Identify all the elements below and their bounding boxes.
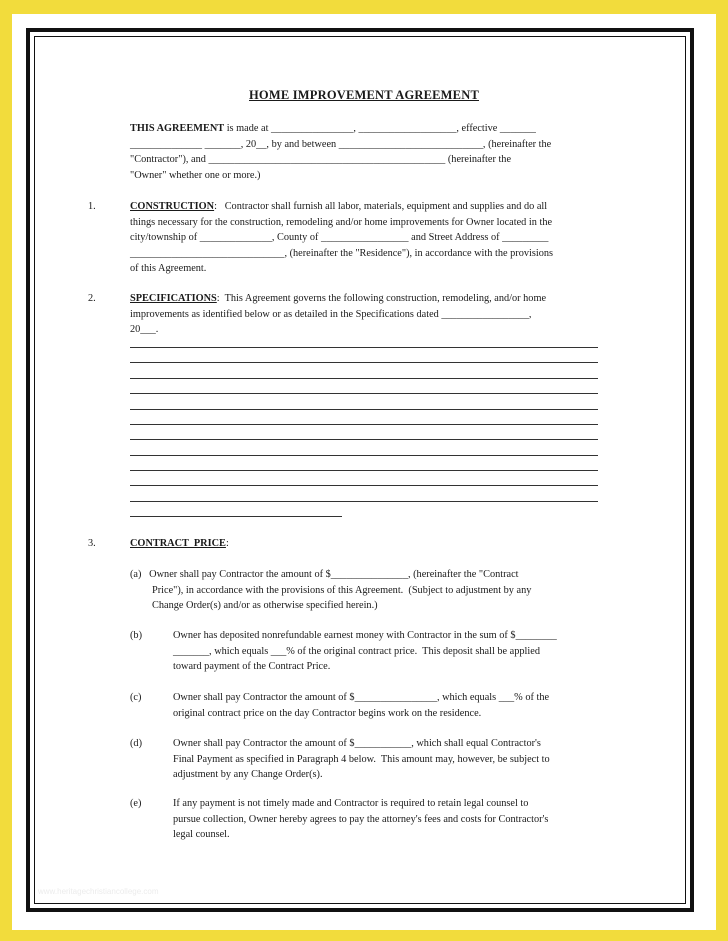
section-2-number: 2. [88, 293, 96, 304]
s3b-line-1: Owner has deposited nonrefundable earnest money with Contractor in the sum of $________ [173, 630, 557, 641]
s3d-line-3: adjustment by any Change Order(s). [173, 769, 323, 780]
s1-line-5: of this Agreement. [130, 263, 207, 274]
spec-blank-line[interactable] [130, 485, 598, 486]
s3e-label: (e) [130, 798, 142, 809]
s3d-line-1: Owner shall pay Contractor the amount of $___________, which shall equal Contractor's [173, 738, 541, 749]
spec-blank-line[interactable] [130, 409, 598, 410]
s2-line-3: 20___. [130, 324, 159, 335]
spec-blank-line[interactable] [130, 393, 598, 394]
s2-line-2: improvements as identified below or as detailed in the Specifications dated _________________, [130, 308, 532, 320]
s3a-label: (a) [130, 569, 142, 580]
s3a-line-3: Change Order(s) and/or as otherwise specified herein.) [152, 600, 378, 611]
s1-heading: CONSTRUCTION [130, 201, 215, 212]
s3e-line-1: If any payment is not timely made and Contractor is required to retain legal counsel to [173, 798, 529, 809]
s3d-label: (d) [130, 738, 143, 749]
spec-blank-line[interactable] [130, 378, 598, 379]
spec-blank-line[interactable] [130, 362, 598, 363]
s3e-line-3: legal counsel. [173, 829, 230, 840]
s3b-label: (b) [130, 630, 143, 641]
s3-item-d [173, 736, 603, 783]
intro-line-1 [130, 121, 605, 137]
intro-line-1-text: is made at ________________, ___________________, effective _______ [224, 123, 536, 134]
spec-blank-line[interactable] [130, 347, 598, 348]
s3c-line-1: Owner shall pay Contractor the amount of $________________, which equals ___% of the [173, 692, 550, 703]
section-3-heading-row [130, 536, 605, 552]
s3a-line-2: Price"), in accordance with the provisions of this Agreement. (Subject to adjustment by any [152, 584, 532, 596]
s3c-label: (c) [130, 692, 142, 703]
s1-line-1 [130, 199, 605, 215]
s3b-line-3: toward payment of the Contract Price. [173, 661, 331, 672]
intro-paragraph [130, 121, 605, 183]
spec-blank-line-short[interactable] [130, 516, 342, 517]
s1-line-3: city/township of ______________, County of _________________ and Street Address of _________ [130, 232, 549, 243]
source-watermark: www.heritagechristiancollege.com [38, 887, 159, 896]
spec-blank-line[interactable] [130, 470, 598, 471]
s3a-line-1-text: Owner shall pay Contractor the amount of $_______________, (hereinafter the "Contract [149, 569, 519, 580]
intro-line-4: "Owner" whether one or more.) [130, 169, 261, 181]
s2-heading: SPECIFICATIONS [130, 293, 217, 304]
spec-blank-line[interactable] [130, 424, 598, 425]
section-1-construction [130, 199, 605, 277]
s3b-line-2: _______, which equals ___% of the original contract price. This deposit shall be applied [173, 645, 540, 657]
s3-heading: CONTRACT PRICE [130, 538, 226, 549]
s3-item-b [173, 628, 603, 675]
section-1-number: 1. [88, 201, 96, 212]
s1-line-1-text: : Contractor shall furnish all labor, materials, equipment and supplies and do all [214, 201, 548, 212]
s3-heading-line [130, 536, 605, 552]
s2-line-1 [130, 291, 605, 307]
s3-item-a [130, 567, 600, 614]
spec-blank-line[interactable] [130, 439, 598, 440]
s3-item-e [173, 796, 603, 843]
s3a-line-1 [130, 567, 600, 583]
s3-heading-colon: : [225, 538, 229, 549]
s3c-line-2: original contract price on the day Contractor begins work on the residence. [173, 707, 482, 719]
s3-item-c [173, 690, 603, 721]
intro-lead: THIS AGREEMENT [130, 123, 225, 134]
s2-line-1-text: : This Agreement governs the following construction, remodeling, and/or home [216, 293, 547, 304]
s3e-line-2: pursue collection, Owner hereby agrees to pay the attorney's fees and costs for Contractor's [173, 813, 549, 825]
spec-blank-line[interactable] [130, 501, 598, 502]
document-title: HOME IMPROVEMENT AGREEMENT [249, 88, 479, 102]
s1-line-4: ______________________________, (hereinafter the "Residence"), in accordance with the provisions [130, 247, 554, 259]
s3d-line-2: Final Payment as specified in Paragraph 4 below. This amount may, however, be subject to [173, 753, 550, 765]
s1-line-2: things necessary for the construction, remodeling and/or home improvements for Owner located in the [130, 216, 553, 228]
intro-line-2: ______________ _______, 20__, by and between ____________________________, (hereinafter the [130, 138, 552, 150]
section-2-specifications [130, 291, 605, 338]
intro-line-3: "Contractor"), and ______________________________________________ (hereinafter the [130, 154, 512, 165]
spec-blank-line[interactable] [130, 455, 598, 456]
section-3-number: 3. [88, 538, 96, 549]
